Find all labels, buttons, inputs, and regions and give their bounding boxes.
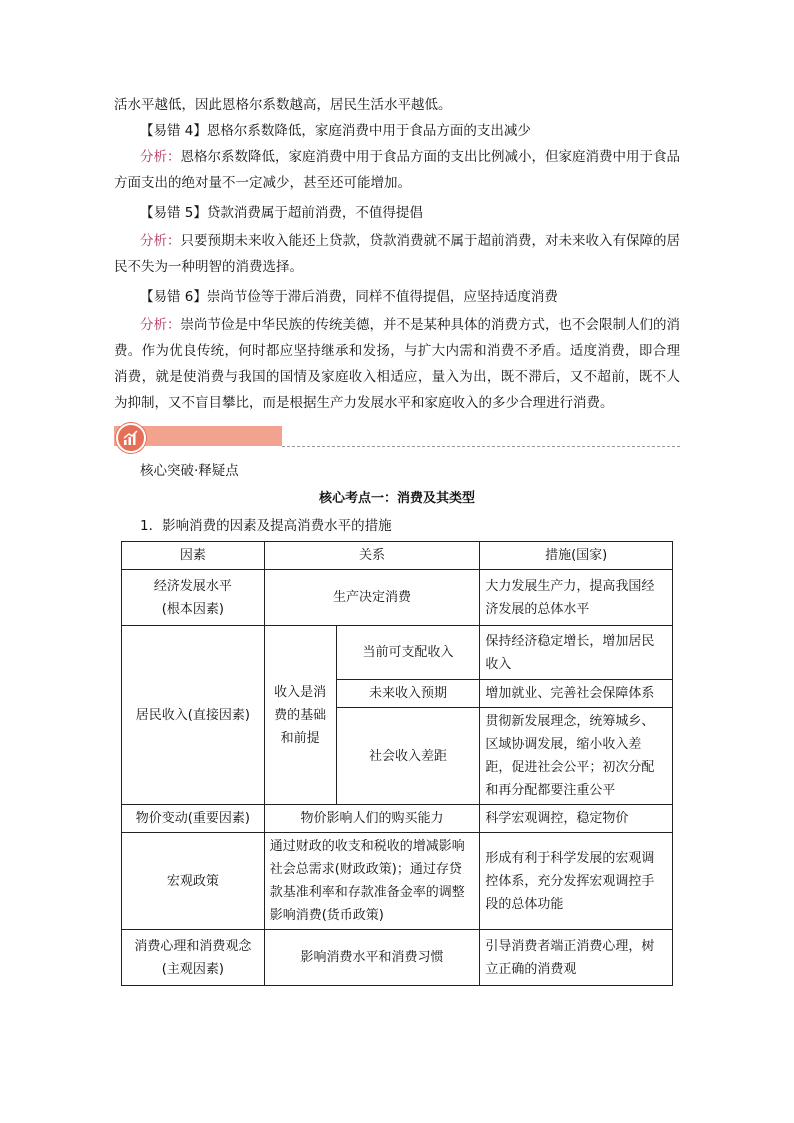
analysis-label: 分析： xyxy=(140,233,181,249)
relation-cell: 收入是消费的基础和前提 xyxy=(264,626,336,805)
factor-cell: 经济发展水平 (根本因素) xyxy=(122,570,265,626)
header-cell: 关系 xyxy=(264,542,480,570)
growth-chart-icon xyxy=(116,423,146,453)
measure-cell: 贯彻新发展理念，统筹城乡、区域协调发展，缩小收入差距，促进社会公平；初次分配和再分配都要注重公平 xyxy=(480,708,673,805)
measure-cell: 大力发展生产力，提高我国经济发展的总体水平 xyxy=(480,570,673,626)
factor-cell: 物价变动(重要因素) xyxy=(122,805,265,833)
relation-cell: 物价影响人们的购买能力 xyxy=(264,805,480,833)
relation-cell: 通过财政的收支和税收的增减影响社会总需求(财政政策)；通过存贷款基准利率和存款准备金率的调整影响消费(货币政策) xyxy=(264,833,480,930)
topic-title: 核心考点一：消费及其类型 xyxy=(318,491,475,506)
factor-cell: 居民收入(直接因素) xyxy=(122,626,265,805)
relation-cell: 影响消费水平和消费习惯 xyxy=(264,930,480,986)
measure-cell: 引导消费者端正消费心理，树立正确的消费观 xyxy=(480,930,673,986)
analysis-text: 崇尚节俭是中华民族的传统美德，并不是某种具体的消费方式，也不会限制人们的消费。作为优良传统，何时都应坚持继承和发扬，与扩大内需和消费不矛盾。适度消费，即合理消费，就是使消费与我国的国情及家庭收入相适应，量入为出，既不滞后，又不超前，既不人为抑制，又不盲目攀比，而是根据生产力发展水平和家庭收入的多少合理进行消费。 xyxy=(114,317,680,411)
analysis-label: 分析： xyxy=(140,317,181,333)
table-row xyxy=(122,930,673,986)
paragraph-continued: 活水平越低，因此恩格尔系数越高，居民生活水平越低。 xyxy=(114,97,452,113)
factor-cell: 宏观政策 xyxy=(122,833,265,930)
analysis-label: 分析： xyxy=(140,149,181,165)
relation-cell: 生产决定消费 xyxy=(264,570,480,626)
table-row xyxy=(122,833,673,930)
mistake-4-title: 【易错 4】恩格尔系数降低，家庭消费中用于食品方面的支出减少 xyxy=(140,123,531,139)
table-row xyxy=(122,626,673,680)
measure-cell: 科学宏观调控，稳定物价 xyxy=(480,805,673,833)
numbered-heading: 1．影响消费的因素及提高消费水平的措施 xyxy=(140,518,392,534)
mistake-6-analysis xyxy=(114,312,680,416)
header-cell: 措施(国家) xyxy=(480,542,673,570)
sub-factor-cell: 当前可支配收入 xyxy=(336,626,480,680)
table-header-row xyxy=(122,542,673,570)
mistake-6-title: 【易错 6】崇尚节俭等于滞后消费，同样不值得提倡，应坚持适度消费 xyxy=(140,289,558,305)
header-cell: 因素 xyxy=(122,542,265,570)
analysis-text: 恩格尔系数降低，家庭消费中用于食品方面的支出比例减小，但家庭消费中用于食品方面支出的绝对量不一定减少，甚至还可能增加。 xyxy=(114,149,680,191)
mistake-5-title: 【易错 5】贷款消费属于超前消费，不值得提倡 xyxy=(140,205,423,221)
factors-table xyxy=(121,541,673,986)
sub-factor-cell: 未来收入预期 xyxy=(336,680,480,708)
table-row xyxy=(122,805,673,833)
measure-cell: 增加就业、完善社会保障体系 xyxy=(480,680,673,708)
factor-cell: 消费心理和消费观念(主观因素) xyxy=(122,930,265,986)
section-subheading: 核心突破·释疑点 xyxy=(140,463,239,479)
section-divider xyxy=(282,446,680,447)
measure-cell: 保持经济稳定增长，增加居民收入 xyxy=(480,626,673,680)
analysis-text: 只要预期未来收入能还上贷款，贷款消费就不属于超前消费，对未来收入有保障的居民不失为一种明智的消费选择。 xyxy=(114,233,680,275)
measure-cell: 形成有利于科学发展的宏观调控体系，充分发挥宏观调控手段的总体功能 xyxy=(480,833,673,930)
mistake-4-analysis xyxy=(114,144,680,196)
table-row xyxy=(122,570,673,626)
mistake-5-analysis xyxy=(114,228,680,280)
sub-factor-cell: 社会收入差距 xyxy=(336,708,480,805)
